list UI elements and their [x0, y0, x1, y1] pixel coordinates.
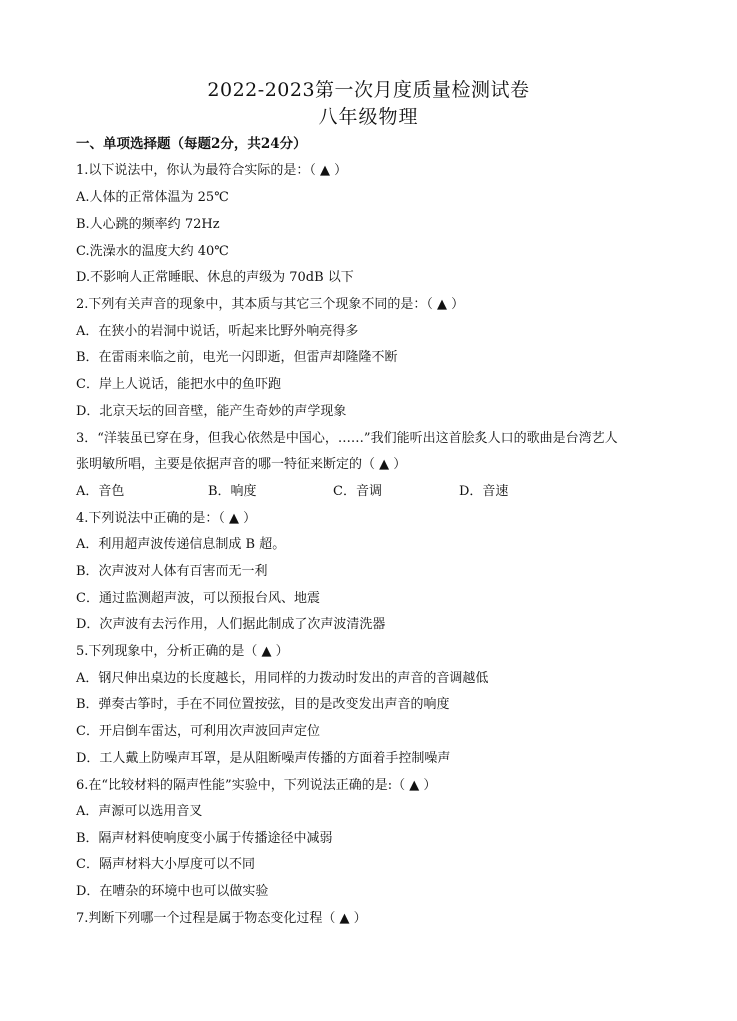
q6-stem: 6.在“比较材料的隔声性能”实验中，下列说法正确的是:（ ▲ ） [76, 778, 437, 793]
q1-option-a: A.人体的正常体温为 25℃ [76, 190, 229, 205]
q2-stem: 2.下列有关声音的现象中，其本质与其它三个现象不同的是：（ ▲ ） [76, 297, 465, 312]
section-heading: 一、单项选择题（每题2分，共24分） [76, 136, 307, 152]
q2-option-c: C．岸上人说话，能把水中的鱼吓跑 [76, 377, 281, 392]
q3-option-a: A．音色 [76, 484, 125, 499]
q5-option-b: B．弹奏古筝时，手在不同位置按弦，目的是改变发出声音的响度 [76, 697, 450, 712]
q4-stem: 4.下列说法中正确的是：（ ▲ ） [76, 511, 257, 526]
q3-stem-line2: 张明敏所唱，主要是依据声音的哪一特征来断定的（ ▲ ） [76, 457, 407, 472]
q3-option-d: D．音速 [459, 484, 509, 499]
q5-option-c: C．开启倒车雷达，可利用次声波回声定位 [76, 724, 320, 739]
q5-option-d: D．工人戴上防噪声耳罩，是从阻断噪声传播的方面着手控制噪声 [76, 751, 451, 766]
q2-option-d: D．北京天坛的回音壁，能产生奇妙的声学现象 [76, 404, 347, 419]
q4-option-d: D．次声波有去污作用，人们据此制成了次声波清洗器 [76, 617, 386, 632]
q6-option-d: D．在嘈杂的环境中也可以做实验 [76, 884, 269, 899]
exam-title: 2022-2023第一次月度质量检测试卷 [207, 79, 530, 101]
q1-stem: 1.以下说法中，你认为最符合实际的是：（ ▲ ） [76, 163, 348, 178]
q5-stem: 5.下列现象中，分析正确的是（ ▲ ） [76, 644, 289, 659]
q2-option-a: A．在狭小的岩洞中说话，听起来比野外响亮得多 [76, 324, 359, 339]
q7-stem: 7.判断下列哪一个过程是属于物态变化过程（ ▲ ） [76, 911, 367, 926]
q1-option-c: C.洗澡水的温度大约 40℃ [76, 244, 229, 259]
q2-option-b: B．在雷雨来临之前，电光一闪即逝，但雷声却隆隆不断 [76, 350, 398, 365]
q1-option-d: D.不影响人正常睡眠、休息的声级为 70dB 以下 [76, 270, 354, 285]
q1-option-b: B.人心跳的频率约 72Hz [76, 217, 220, 232]
q4-option-a: A．利用超声波传递信息制成 B 超。 [76, 537, 286, 552]
q6-option-a: A．声源可以选用音叉 [76, 804, 203, 819]
q5-option-a: A．钢尺伸出桌边的长度越长，用同样的力拨动时发出的声音的音调越低 [76, 671, 489, 686]
q4-option-b: B．次声波对人体有百害而无一利 [76, 564, 268, 579]
exam-subject: 八年级物理 [318, 106, 419, 128]
q6-option-b: B．隔声材料使响度变小属于传播途径中减弱 [76, 831, 333, 846]
q4-option-c: C．通过监测超声波，可以预报台风、地震 [76, 591, 320, 606]
q3-stem-line1: 3．“洋装虽已穿在身，但我心依然是中国心，……”我们能听出这首脍炙人口的歌曲是台湾艺人 [76, 431, 618, 446]
q3-option-c: C．音调 [333, 484, 382, 499]
q3-options [76, 483, 656, 501]
q3-option-b: B．响度 [208, 484, 257, 499]
q6-option-c: C．隔声材料大小厚度可以不同 [76, 857, 255, 872]
